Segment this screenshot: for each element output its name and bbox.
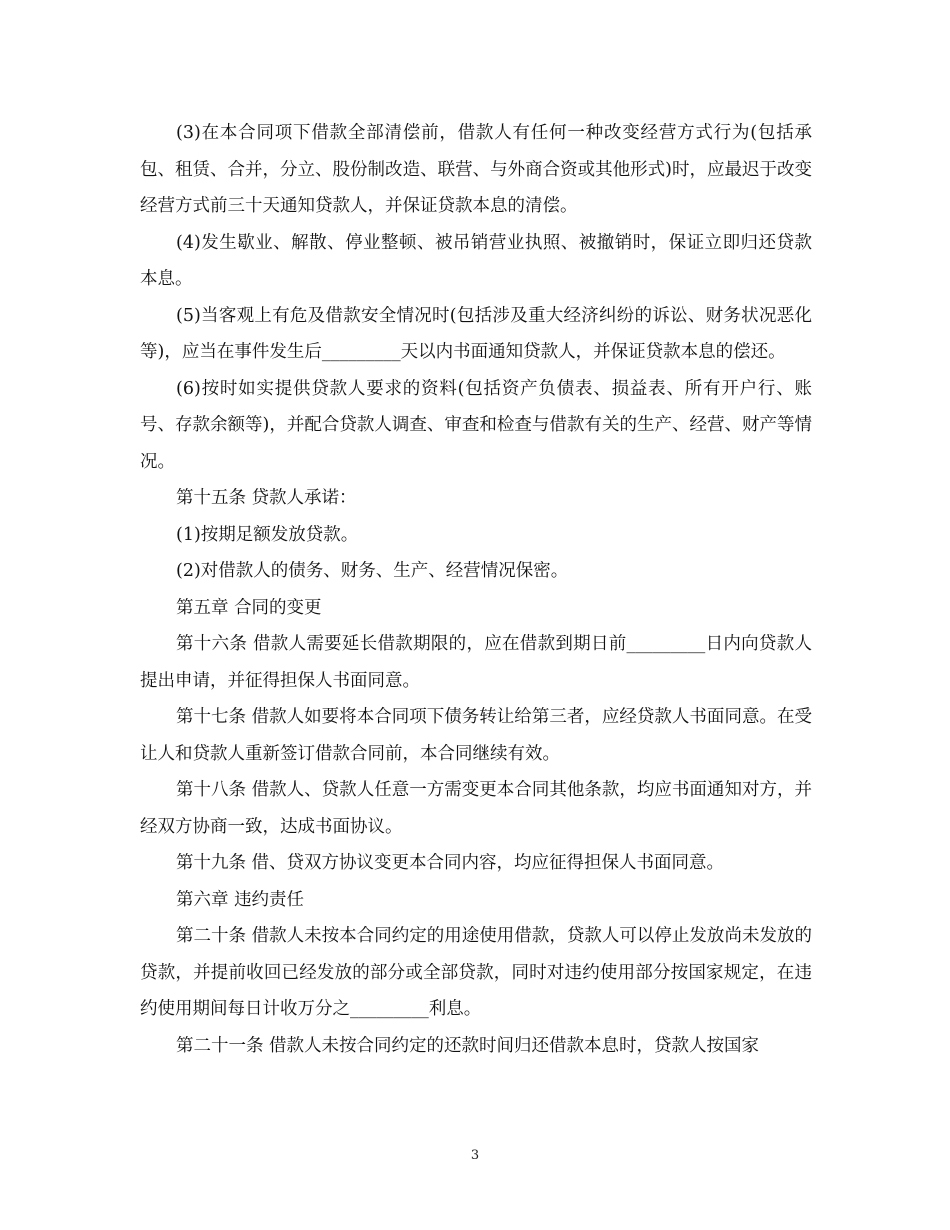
article-15-item-2: (2)对借款人的债务、财务、生产、经营情况保密。 bbox=[176, 561, 569, 581]
article-18-paragraph: 第十八条 借款人、贷款人任意一方需变更本合同其他条款，均应书面通知对方，并经双方协商一致，达成书面协议。 bbox=[140, 780, 812, 837]
clause-5-paragraph: (5)当客观上有危及借款安全情况时(包括涉及重大经济纠纷的诉讼、财务状况恶化等)，应当在事件发生后_________天以内书面通知贷款人，并保证贷款本息的偿还。 bbox=[140, 305, 812, 362]
clause-6-paragraph: (6)按时如实提供贷款人要求的资料(包括资产负债表、损益表、所有开户行、账号、存款余额等)，并配合贷款人调查、审查和检查与借款有关的生产、经营、财产等情况。 bbox=[140, 378, 812, 472]
article-16-paragraph: 第十六条 借款人需要延长借款期限的，应在借款到期日前_________日内向贷款人提出申请，并征得担保人书面同意。 bbox=[140, 634, 812, 691]
article-17-paragraph: 第十七条 借款人如要将本合同项下债务转让给第三者，应经贷款人书面同意。在受让人和贷款人重新签订借款合同前，本合同继续有效。 bbox=[140, 707, 812, 764]
article-15-item-1: (1)按期足额发放贷款。 bbox=[176, 524, 359, 545]
article-19-paragraph: 第十九条 借、贷双方协议变更本合同内容，均应征得担保人书面同意。 bbox=[176, 853, 725, 873]
clause-4-paragraph: (4)发生歇业、解散、停业整顿、被吊销营业执照、被撤销时，保证立即归还贷款本息。 bbox=[140, 232, 812, 289]
document-body bbox=[140, 115, 812, 1064]
clause-3-paragraph: (3)在本合同项下借款全部清偿前，借款人有任何一种改变经营方式行为(包括承包、租赁、合并，分立、股份制改造、联营、与外商合资或其他形式)时，应最迟于改变经营方式前三十天通知贷款人，并保证贷款本息的清偿。 bbox=[140, 123, 812, 216]
article-21-paragraph: 第二十一条 借款人未按合同约定的还款时间归还借款本息时，贷款人按国家 bbox=[176, 1035, 760, 1056]
chapter-6-heading: 第六章 违约责任 bbox=[176, 889, 305, 910]
chapter-5-heading: 第五章 合同的变更 bbox=[176, 597, 322, 618]
article-20-paragraph: 第二十条 借款人未按本合同约定的用途使用借款，贷款人可以停止发放尚未发放的贷款，并提前收回已经发放的部分或全部贷款，同时对违约使用部分按国家规定，在违约使用期间每日计收万分之_________利息。 bbox=[140, 926, 812, 1019]
article-15-heading: 第十五条 贷款人承诺： bbox=[176, 488, 357, 508]
page-number: 3 bbox=[470, 1148, 480, 1163]
